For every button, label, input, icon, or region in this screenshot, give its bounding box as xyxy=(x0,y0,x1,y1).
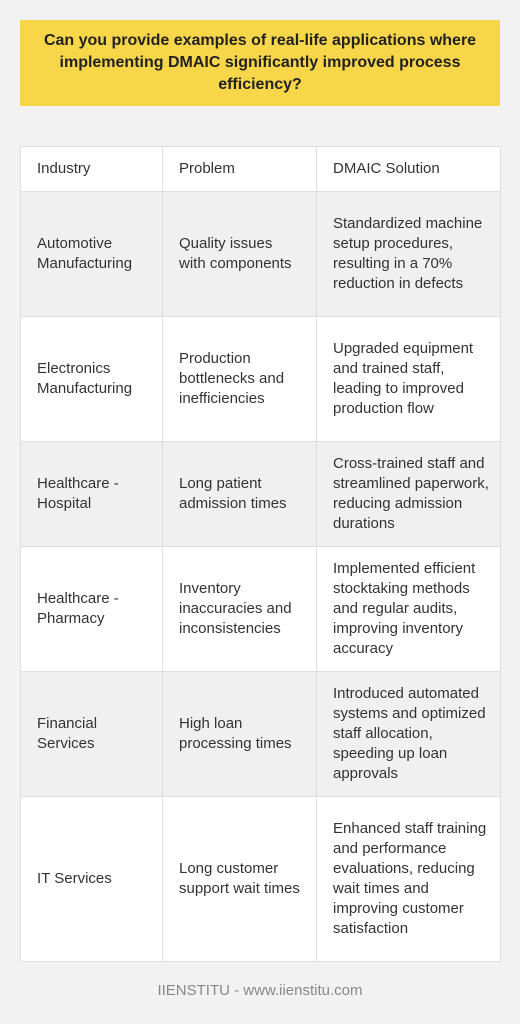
cell-industry: Electronics Manufacturing xyxy=(21,317,163,442)
table-row xyxy=(21,672,501,797)
table-row xyxy=(21,317,501,442)
table-row xyxy=(21,797,501,962)
table-header-row xyxy=(21,147,501,192)
cell-industry: Automotive Manufacturing xyxy=(21,192,163,317)
cell-problem: Long patient admission times xyxy=(163,442,317,547)
question-title: Can you provide examples of real-life applications where implementing DMAIC significantly improved process efficiency? xyxy=(43,32,477,93)
cell-industry: Healthcare - Hospital xyxy=(21,442,163,547)
cell-solution: Introduced automated systems and optimized staff allocation, speeding up loan approvals xyxy=(317,672,501,797)
table-row xyxy=(21,547,501,672)
cell-solution: Standardized machine setup procedures, resulting in a 70% reduction in defects xyxy=(317,192,501,317)
cell-solution: Upgraded equipment and trained staff, leading to improved production flow xyxy=(317,317,501,442)
header-problem: Problem xyxy=(163,147,317,192)
cell-problem: Inventory inaccuracies and inconsistencies xyxy=(163,547,317,672)
cell-problem: High loan processing times xyxy=(163,672,317,797)
cell-solution: Cross-trained staff and streamlined paperwork, reducing admission durations xyxy=(317,442,501,547)
table-row xyxy=(21,192,501,317)
examples-table xyxy=(20,146,501,962)
cell-problem: Long customer support wait times xyxy=(163,797,317,962)
cell-industry: Healthcare - Pharmacy xyxy=(21,547,163,672)
cell-industry: IT Services xyxy=(21,797,163,962)
examples-table-container xyxy=(20,146,500,962)
question-banner xyxy=(20,20,500,106)
cell-problem: Production bottlenecks and inefficiencies xyxy=(163,317,317,442)
cell-industry: Financial Services xyxy=(21,672,163,797)
cell-solution: Implemented efficient stocktaking methods and regular audits, improving inventory accuracy xyxy=(317,547,501,672)
table-row xyxy=(21,442,501,547)
header-dmaic-solution: DMAIC Solution xyxy=(317,147,501,192)
cell-problem: Quality issues with components xyxy=(163,192,317,317)
header-industry: Industry xyxy=(21,147,163,192)
cell-solution: Enhanced staff training and performance evaluations, reducing wait times and improving customer satisfaction xyxy=(317,797,501,962)
footer-credit: IIENSTITU - www.iienstitu.com xyxy=(157,982,363,999)
